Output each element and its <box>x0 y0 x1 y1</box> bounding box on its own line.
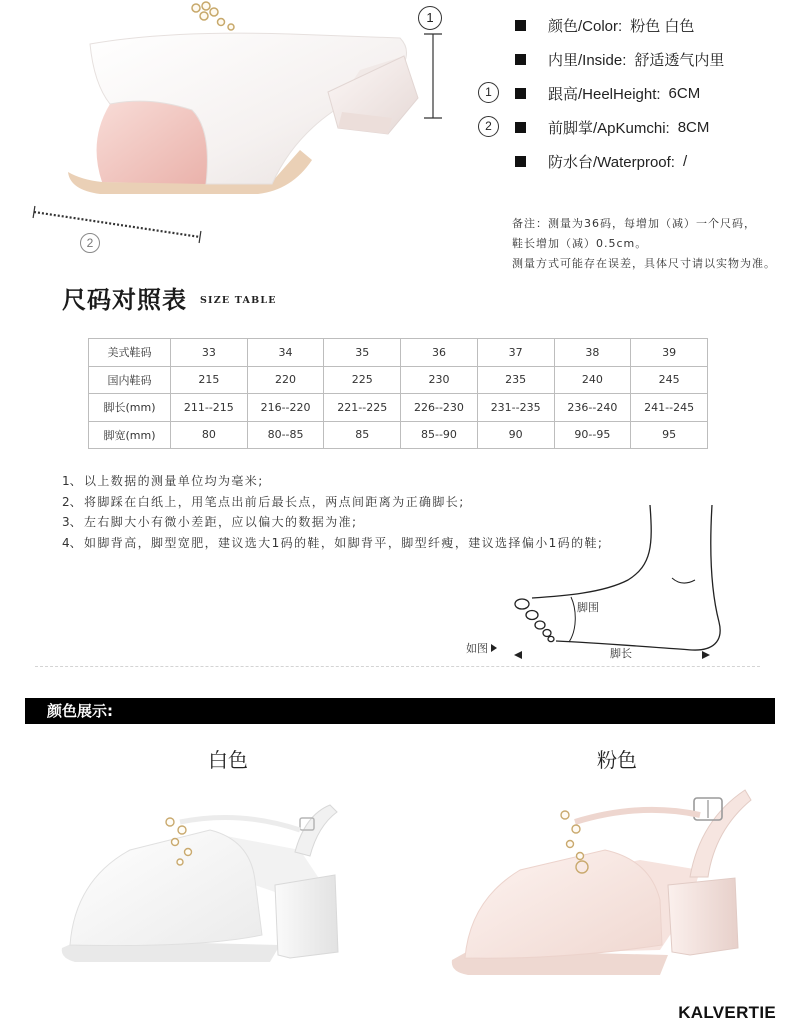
color-showcase-bar <box>25 698 775 724</box>
toe <box>535 621 545 629</box>
size-table-cell: 245 <box>631 366 708 394</box>
size-table-row-header: 脚宽(mm) <box>89 421 171 449</box>
size-table-cell: 225 <box>324 366 401 394</box>
toe-band <box>70 830 262 946</box>
size-table-cell: 235 <box>477 366 554 394</box>
spec-row-waterproof <box>478 144 778 178</box>
instruction-number: 1、 <box>62 474 82 488</box>
size-table-cell: 38 <box>554 339 631 367</box>
size-table-cell: 85--90 <box>401 421 478 449</box>
length-arrow-right-icon <box>702 651 710 659</box>
size-table-row <box>89 339 708 367</box>
foot-outline-front <box>532 505 651 598</box>
size-table-cell: 35 <box>324 339 401 367</box>
size-table-cell: 215 <box>171 366 248 394</box>
spec-row-color <box>478 8 778 42</box>
size-table-cell: 236--240 <box>554 394 631 422</box>
instruction-number: 2、 <box>62 494 82 509</box>
size-table-row <box>89 421 708 449</box>
spec-label: 内里/Inside: <box>548 51 627 69</box>
size-table-row-header: 国内鞋码 <box>89 366 171 394</box>
size-table <box>88 338 708 449</box>
size-table-row <box>89 394 708 422</box>
bullet-square-icon <box>515 54 526 65</box>
size-table-cell: 85 <box>324 421 401 449</box>
size-table-cell: 230 <box>401 366 478 394</box>
spec-value: 舒适透气内里 <box>634 51 725 69</box>
toe-band <box>465 850 662 958</box>
size-table-body <box>89 339 708 449</box>
size-table-cell: 216--220 <box>247 394 324 422</box>
spec-marker-slot <box>478 150 515 172</box>
size-table-title: 尺码对照表 <box>62 285 187 314</box>
circled-number-marker: 1 <box>478 82 499 103</box>
spec-marker-slot <box>478 14 515 36</box>
size-table-cell: 240 <box>554 366 631 394</box>
ankle-strap <box>575 810 700 822</box>
foot-girth-label: 脚围 <box>577 601 599 614</box>
product-photo-top <box>0 0 460 260</box>
size-table-cell: 221--225 <box>324 394 401 422</box>
heel-block <box>275 875 338 958</box>
forefoot-guide <box>33 206 201 243</box>
remark-line: 鞋长增加（减）0.5cm。 <box>512 237 648 250</box>
spec-list <box>478 8 778 178</box>
instruction-item <box>62 471 642 492</box>
ankle-line <box>672 578 695 583</box>
bullet-square-icon <box>515 20 526 31</box>
spec-marker-slot <box>478 48 515 70</box>
spec-label: 前脚掌/ApKumchi: <box>548 119 670 137</box>
heel-height-marker: 1 <box>418 6 442 30</box>
size-table-cell: 36 <box>401 339 478 367</box>
spec-value: 6CM <box>668 84 701 102</box>
size-table-row <box>89 366 708 394</box>
heel-height-guide <box>424 34 442 118</box>
foot-girth-line <box>569 597 575 642</box>
spec-row-inside <box>478 42 778 76</box>
toe <box>543 630 551 637</box>
spec-row-heel-height <box>478 76 778 110</box>
size-table-cell: 226--230 <box>401 394 478 422</box>
size-table-cell: 80 <box>171 421 248 449</box>
bullet-square-icon <box>515 156 526 167</box>
instruction-text: 将脚踩在白纸上，用笔点出前后最长点，两点间距离为正确脚长; <box>84 494 465 509</box>
shoe-photo-pink <box>440 775 760 980</box>
triangle-right-icon <box>491 644 497 652</box>
foot-length-label: 脚长 <box>610 647 632 660</box>
instruction-text: 如脚背高，脚型宽肥，建议选大1码的鞋，如脚背平，脚型纤瘦，建议选择偏小1码的鞋; <box>84 535 604 550</box>
spec-row-forefoot <box>478 110 778 144</box>
spec-marker-slot <box>478 116 515 138</box>
size-table-cell: 231--235 <box>477 394 554 422</box>
size-table-row-header: 美式鞋码 <box>89 339 171 367</box>
ankle-strap <box>180 818 300 831</box>
forefoot-marker: 2 <box>80 233 100 253</box>
size-table-cell: 37 <box>477 339 554 367</box>
size-table-subtitle: SIZE TABLE <box>200 295 277 306</box>
color-name-white: 白色 <box>208 748 248 772</box>
color-showcase-heading: 颜色展示: <box>47 702 113 720</box>
remark-line: 备注：测量为36码，每增加（减）一个尺码， <box>512 217 756 230</box>
length-arrow-left-icon <box>514 651 522 659</box>
size-table-cell: 80--85 <box>247 421 324 449</box>
toe <box>515 599 529 609</box>
heel-block <box>668 878 738 955</box>
size-table-cell: 33 <box>171 339 248 367</box>
jewel-ornament <box>192 2 234 30</box>
toe <box>548 636 554 641</box>
toe <box>526 611 538 620</box>
see-figure-text: 如图 <box>466 642 488 655</box>
spec-value: 粉色 白色 <box>630 17 695 35</box>
size-table-cell: 241--245 <box>631 394 708 422</box>
spec-value: 8CM <box>677 118 710 136</box>
size-table-cell: 220 <box>247 366 324 394</box>
size-table-cell: 211--215 <box>171 394 248 422</box>
spec-label: 颜色/Color: <box>548 17 623 35</box>
spec-label: 防水台/Waterproof: <box>548 153 675 171</box>
size-table-cell: 90--95 <box>554 421 631 449</box>
size-table-cell: 90 <box>477 421 554 449</box>
color-name-pink: 粉色 <box>597 748 637 772</box>
instruction-number: 3、 <box>62 515 82 529</box>
instruction-text: 左右脚大小有微小差距，应以偏大的数据为准; <box>84 515 358 529</box>
size-table-cell: 95 <box>631 421 708 449</box>
brand-logo-text: KALVERTIE <box>678 1003 776 1022</box>
foot-outline-back <box>556 505 720 650</box>
instruction-number: 4、 <box>62 535 82 550</box>
see-figure-note <box>466 640 497 656</box>
size-table-cell: 39 <box>631 339 708 367</box>
spec-value: / <box>682 152 688 170</box>
size-table-row-header: 脚长(mm) <box>89 394 171 422</box>
measurement-remarks <box>512 214 782 274</box>
bullet-square-icon <box>515 122 526 133</box>
back-strap <box>690 790 751 877</box>
remark-line: 测量方式可能存在误差，具体尺寸请以实物为准。 <box>512 257 776 270</box>
spec-marker-slot <box>478 82 515 104</box>
dotted-divider <box>35 666 760 667</box>
size-table-cell: 34 <box>247 339 324 367</box>
shoe-photo-white <box>45 778 355 978</box>
bullet-square-icon <box>515 88 526 99</box>
circled-number-marker: 2 <box>478 116 499 137</box>
spec-label: 跟高/HeelHeight: <box>548 85 661 103</box>
footbed <box>97 101 208 184</box>
instruction-text: 以上数据的测量单位均为毫米; <box>84 474 264 488</box>
